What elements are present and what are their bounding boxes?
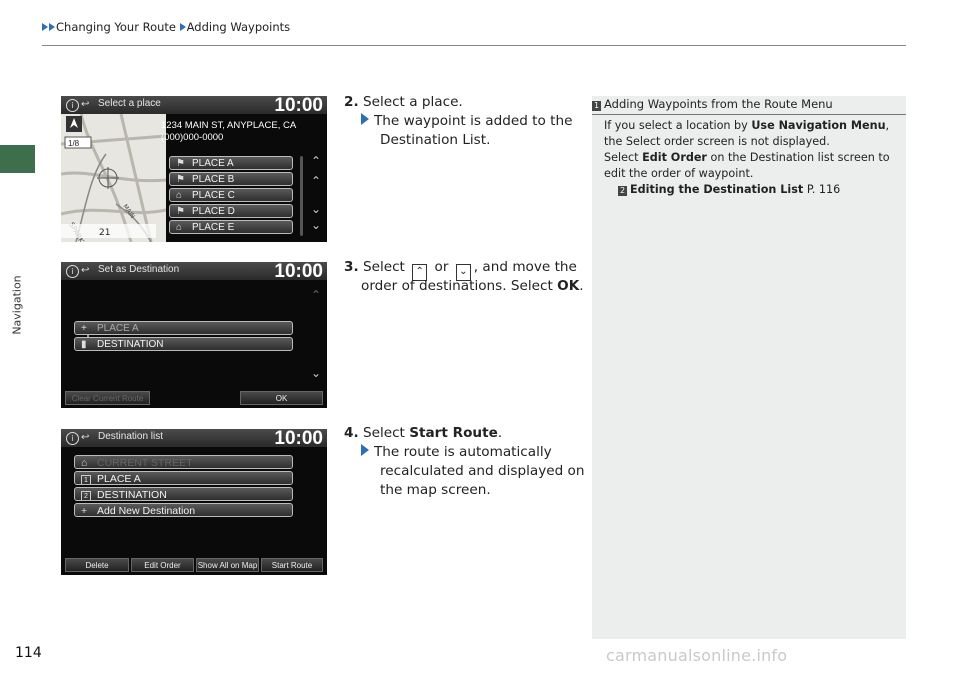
move-up-icon: ⌃ [412, 264, 427, 281]
watermark: carmanualsonline.info [606, 646, 788, 665]
back-icon[interactable]: ↩ [81, 265, 90, 276]
screen-header [61, 429, 327, 447]
back-icon[interactable]: ↩ [81, 432, 90, 443]
list-item-current-street: ⌂ CURRENT STREET [74, 455, 293, 469]
screen-header [61, 262, 327, 280]
car-icon: ⌂ [176, 222, 183, 233]
breadcrumb-item-changing-route[interactable]: Changing Your Route [56, 20, 176, 34]
clock: 10:00 [274, 96, 323, 116]
show-all-on-map-button[interactable]: Show All on Map [196, 558, 259, 572]
header-divider [42, 45, 906, 46]
map-view [61, 114, 166, 242]
order-item-destination[interactable]: ▮ DESTINATION [74, 337, 293, 351]
ok-button[interactable]: OK [240, 391, 323, 405]
chevron-up-icon[interactable]: ⌃ [311, 288, 322, 302]
result-arrow-icon [361, 113, 369, 125]
screen-header [61, 96, 327, 114]
waypoint-flag-icon: ⚑ [176, 206, 185, 217]
chevron-down-icon[interactable]: ⌄ [311, 366, 322, 380]
map-scale: 1/8 [68, 139, 80, 148]
result-arrow-icon [361, 444, 369, 456]
step-4: 4. Select Start Route. [344, 425, 503, 441]
address-line: 1234 MAIN ST, ANYPLACE, CA [161, 120, 297, 131]
list-item-destination[interactable]: 2 DESTINATION [74, 487, 293, 501]
phone-line: (000)000-0000 [161, 132, 224, 143]
list-item-place-a[interactable]: 1 PLACE A [74, 471, 293, 485]
place-info [161, 120, 321, 144]
ok-key-text: OK [557, 278, 580, 294]
section-tab-marker [0, 145, 35, 173]
step-2-result-cont: Destination List. [380, 132, 491, 148]
distance-readout: 21 [99, 228, 111, 238]
car-icon: ⌂ [176, 190, 183, 201]
order-item-place-a[interactable]: + PLACE A [74, 321, 293, 335]
waypoint-flag-icon: ⚑ [176, 158, 185, 169]
info-icon[interactable]: i [66, 265, 79, 278]
chevron-up-icon[interactable]: ⌃ [311, 174, 322, 188]
reference-icon: 2 [619, 186, 626, 195]
breadcrumb-arrow-icon [42, 23, 48, 31]
screen-title: Destination list [98, 431, 164, 442]
step-4-result: The route is automatically [361, 443, 552, 462]
breadcrumb-arrow-icon [180, 23, 186, 31]
step-2: 2. Select a place. [344, 94, 463, 110]
step-3: 3. Select ⌃ or ⌄ , and move the [344, 258, 577, 281]
note-title: 1 Adding Waypoints from the Route Menu [593, 97, 833, 111]
screen-select-place [61, 96, 327, 242]
place-button-e[interactable]: ⌂ PLACE E [169, 220, 293, 234]
delete-button[interactable]: Delete [65, 558, 129, 572]
start-route-key-text: Start Route [409, 425, 498, 441]
note-body: If you select a location by Use Navigation Menu, the Select order screen is not displayed. Select Edit Order on the Destination list screen to edit the order of waypoint. 2 Editing the Destination List P. 116 [604, 118, 900, 198]
add-new-destination-button[interactable]: + Add New Destination [74, 503, 293, 517]
place-button-d[interactable]: ⚑ PLACE D [169, 204, 293, 218]
screen-title: Set as Destination [98, 264, 180, 275]
screen-set-destination [61, 262, 327, 408]
breadcrumb-item-adding-waypoints[interactable]: Adding Waypoints [186, 20, 291, 34]
info-icon[interactable]: i [66, 99, 79, 112]
breadcrumb [42, 20, 290, 34]
note-number-icon: 1 [593, 101, 600, 110]
edit-order-button[interactable]: Edit Order [131, 558, 194, 572]
clear-current-route-button[interactable]: Clear Current Route [65, 391, 150, 405]
clock: 10:00 [274, 429, 323, 449]
step-4-result-cont: recalculated and displayed on [380, 463, 585, 479]
step-3-cont: order of destinations. Select OK. [361, 278, 584, 294]
back-icon[interactable]: ↩ [81, 99, 90, 110]
chevron-down-icon[interactable]: ⌄ [311, 202, 322, 216]
info-icon[interactable]: i [66, 432, 79, 445]
note-link[interactable]: 2 Editing the Destination List P. 116 [619, 183, 841, 196]
page-number: 114 [15, 645, 42, 661]
screen-title: Select a place [98, 98, 161, 109]
move-down-icon: ⌄ [456, 264, 471, 281]
note-divider [592, 114, 906, 115]
place-button-b[interactable]: ⚑ PLACE B [169, 172, 293, 186]
waypoint-flag-icon: ⚑ [176, 174, 185, 185]
map-street-label: MAIN [121, 203, 137, 220]
step-2-result: The waypoint is added to the [361, 112, 572, 131]
start-route-button[interactable]: Start Route [261, 558, 323, 572]
breadcrumb-arrow-icon [49, 23, 55, 31]
place-button-c[interactable]: ⌂ PLACE C [169, 188, 293, 202]
step-4-result-cont: the map screen. [380, 482, 491, 498]
section-tab-label: Navigation [10, 275, 24, 335]
page-up-icon[interactable]: ⌃ [311, 154, 322, 168]
scrollbar[interactable] [300, 156, 303, 236]
screen-destination-list [61, 429, 327, 575]
place-button-a[interactable]: ⚑ PLACE A [169, 156, 293, 170]
clock: 10:00 [274, 262, 323, 282]
page-down-icon[interactable]: ⌄ [311, 218, 322, 232]
